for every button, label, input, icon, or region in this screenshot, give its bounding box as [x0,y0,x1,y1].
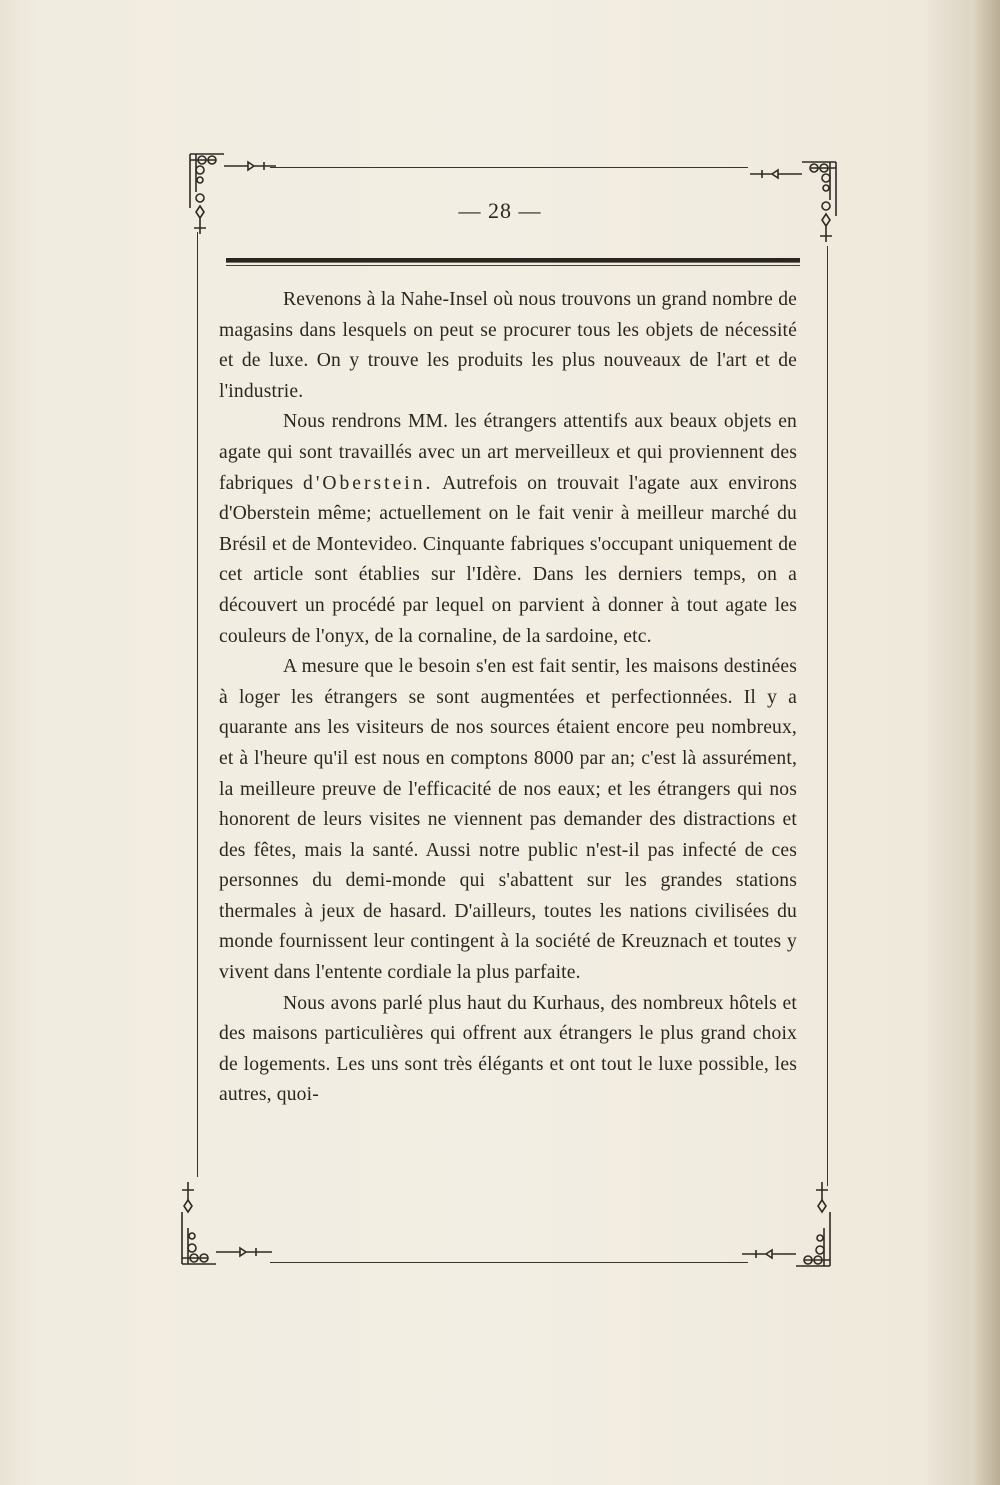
frame-top-line [270,167,748,168]
frame-right-line [827,246,828,1186]
body-text [219,285,797,1111]
corner-ornament-top-left-icon [186,148,281,238]
header-rule [226,258,800,263]
page-number: — 28 — [458,198,542,223]
paragraph: A mesure que le besoin s'en est fait sentir, les maisons destinées à loger les étrangers se sont augmentées et perfectionnées. Il y a quarante ans les visiteurs de nos sources étaient encore peu nombreux, et à l'heure qu'il est nous en comptons 8000 par an; c'est là assurément, la meilleure preuve de l'efficacité de nos eaux; et les étrangers qui nos honorent de leurs visites ne viennent pas demander des distractions et des fêtes, mais la santé. Aussi notre public n'est-il pas infecté de ces personnes du demi-monde qui s'abattent sur les grandes stations thermales à jeux de hasard. D'ailleurs, toutes les nations civilisées du monde fournissent leur contingent à la société de Kreuznach et toutes y vivent dans l'entente cordiale la plus parfaite. [219,656,797,984]
paragraph: Revenons à la Nahe-Insel où nous trouvons un grand nombre de magasins dans lesquels on peut se procurer tous les objets de nécessité et de luxe. On y trouve les produits les plus nouveaux de l'art et de l'industrie. [219,289,797,402]
paragraph: Nous avons parlé plus haut du Kurhaus, des nombreux hôtels et des maisons particulières qui offrent aux étrangers le plus grand choix de logements. Les uns sont très élégants et ont tout le luxe possible, les autres, quoi- [219,992,797,1106]
emphasized-name: d'Oberstein. [303,472,434,494]
frame-left-line [197,232,198,1177]
corner-ornament-bottom-left-icon [176,1178,276,1270]
paragraph: Nous rendrons MM. les étrangers attentifs aux beaux objets en agate qui sont travaillés avec un art merveilleux et qui proviennent des fabriques d'Oberstein. Autrefois on trouvait l'agate aux environs d'Oberstein même; actuellement on le fait venir à meilleur marché du Brésil et de Montevideo. Cinquante fabriques s'occupant uniquement de cet article sont établies sur l'Idère. Dans les derniers temps, on a découvert un procédé par lequel on parvient à donner à tout agate les couleurs de l'onyx, de la cornaline, de la sardoine, etc. [219,411,797,647]
corner-ornament-bottom-right-icon [736,1178,836,1273]
frame-bottom-line [270,1262,748,1263]
